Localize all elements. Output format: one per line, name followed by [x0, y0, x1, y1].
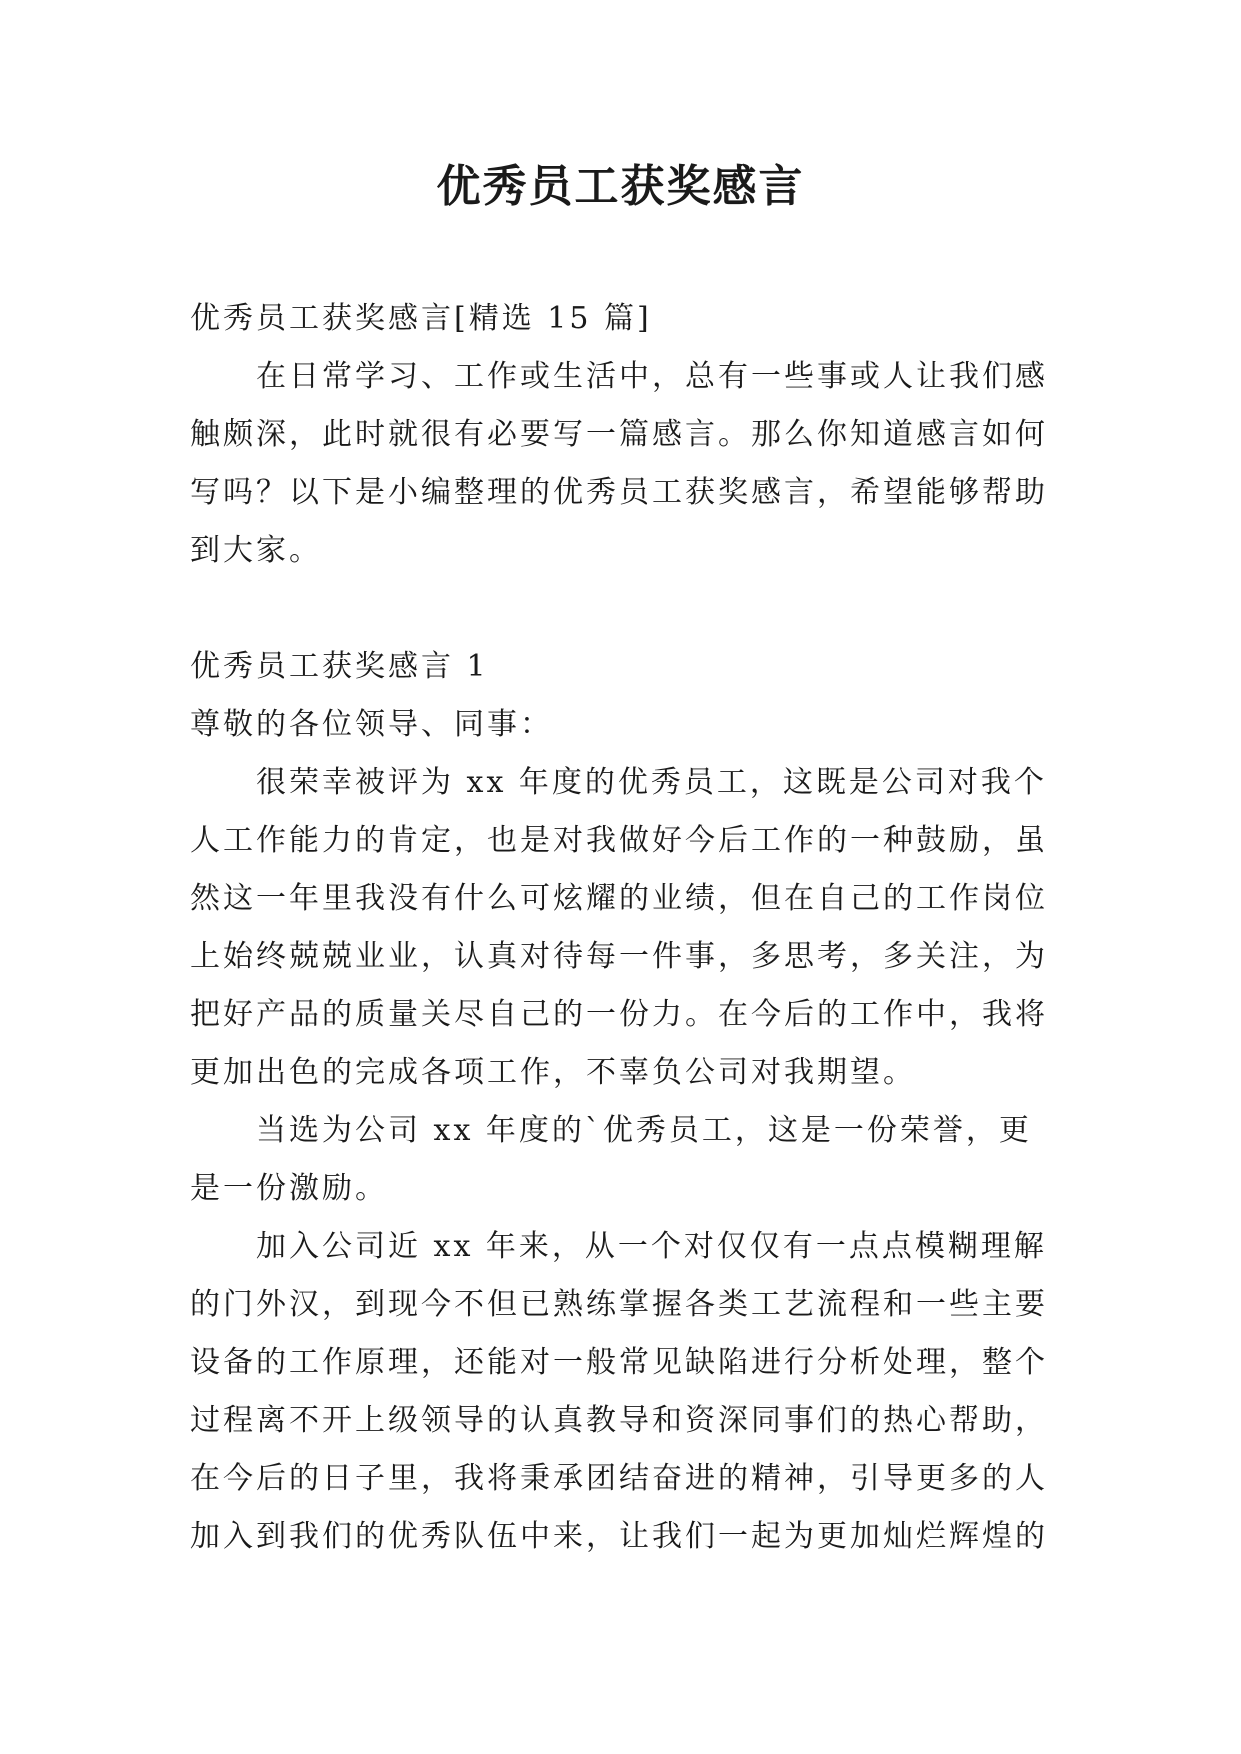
salutation: 尊敬的各位领导、同事： [190, 707, 553, 742]
body-paragraph: 加入公司近 xx 年来，从一个对仅仅有一点点模糊理解的门外汉，到现今不但已熟练掌握各类工艺流程和一些主要设备的工作原理，还能对一般常见缺陷进行分析处理，整个过程离不开上级领导的认真教导和资深同事们的热心帮助，在今后的日子里，我将秉承团结奋进的精神，引导更多的人加入到我们的优秀队伍中来，让我们一起为更加灿烂辉煌的 [190, 1229, 1048, 1554]
body-paragraph: 很荣幸被评为 xx 年度的优秀员工，这既是公司对我个人工作能力的肯定，也是对我做好今后工作的一种鼓励，虽然这一年里我没有什么可炫耀的业绩，但在自己的工作岗位上始终兢兢业业，认真对待每一件事，多思考，多关注，为把好产品的质量关尽自己的一份力。在今后的工作中，我将更加出色的完成各项工作，不辜负公司对我期望。 [190, 765, 1048, 1090]
section-spacer [190, 580, 1060, 638]
section-heading: 优秀员工获奖感言 1 [190, 649, 489, 684]
document-subtitle: 优秀员工获奖感言[精选 15 篇] [190, 301, 652, 336]
intro-paragraph: 在日常学习、工作或生活中，总有一些事或人让我们感触颇深，此时就很有必要写一篇感言。那么你知道感言如何写吗？以下是小编整理的优秀员工获奖感言，希望能够帮助到大家。 [190, 359, 1048, 568]
body-paragraph: 当选为公司 xx 年度的`优秀员工，这是一份荣誉，更是一份激励。 [190, 1113, 1032, 1206]
document-body [190, 290, 1060, 1566]
document-title: 优秀员工获奖感言 [436, 161, 805, 212]
